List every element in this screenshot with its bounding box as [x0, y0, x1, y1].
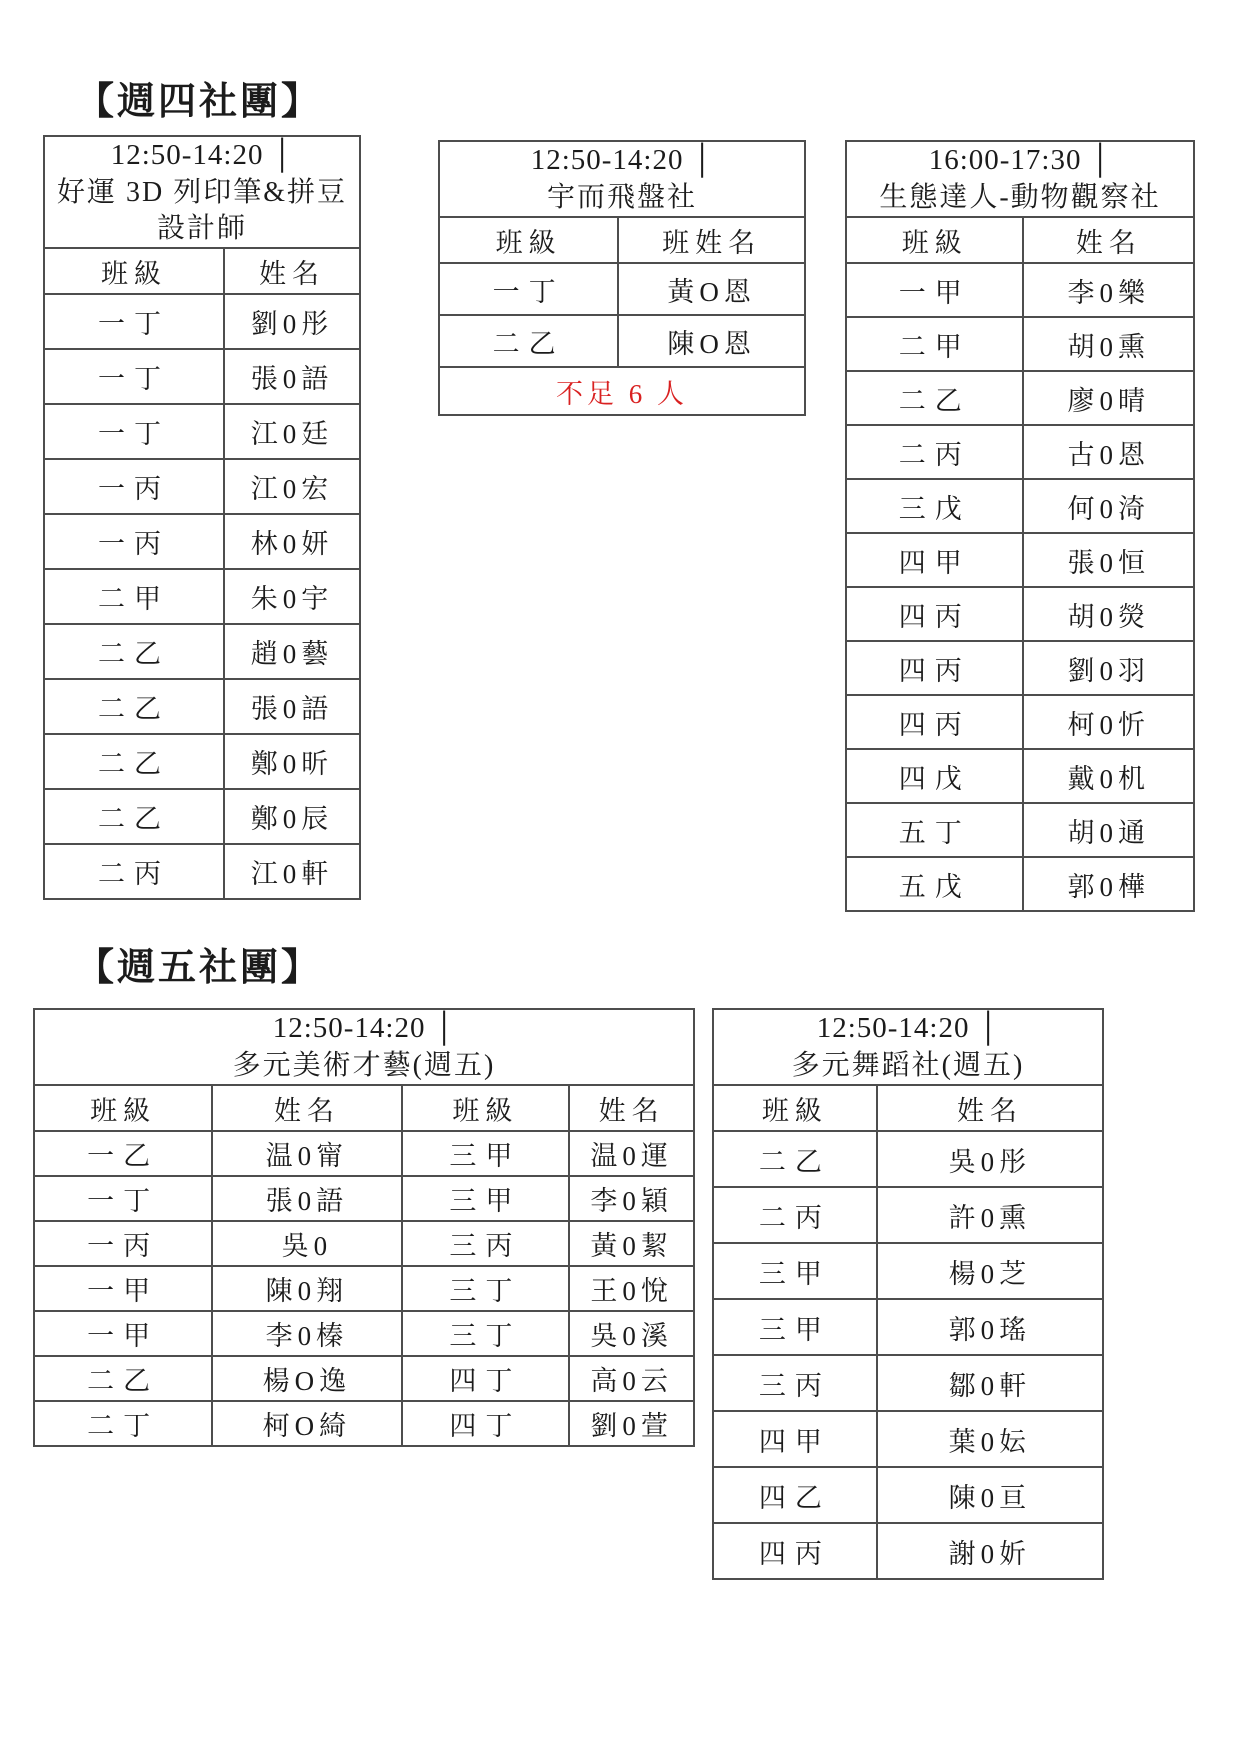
table-row — [44, 734, 360, 789]
table-title — [34, 1009, 694, 1085]
class-label: 一丙 — [44, 459, 224, 514]
class-label: 三甲 — [402, 1176, 570, 1221]
student-name: 黃0絜 — [569, 1221, 694, 1266]
student-name: 鄭0辰 — [224, 789, 360, 844]
class-label: 二乙 — [44, 734, 224, 789]
friday-dance-club-grid — [712, 1008, 1104, 1580]
section-title-thursday-clubs: 【週四社團】 — [76, 81, 323, 123]
student-name: 戴0机 — [1023, 749, 1194, 803]
class-label: 四丙 — [846, 695, 1023, 749]
table-friday-art-club — [33, 1008, 695, 1447]
table-row — [44, 294, 360, 349]
session-time: 12:50-14:20 │ — [816, 1012, 1000, 1044]
column-header: 班級 — [34, 1085, 212, 1131]
table-friday-dance-club — [712, 1008, 1104, 1580]
column-header: 班姓名 — [618, 217, 805, 263]
table-thursday-frisbee-club — [438, 140, 806, 416]
class-label: 一丁 — [439, 263, 618, 315]
student-name: 陳0翔 — [212, 1266, 401, 1311]
thursday-frisbee-club-grid — [438, 140, 806, 416]
table-row — [34, 1131, 694, 1176]
column-header: 姓名 — [224, 248, 360, 294]
student-name: 劉0羽 — [1023, 641, 1194, 695]
class-label: 一丁 — [34, 1176, 212, 1221]
student-name: 朱0宇 — [224, 569, 360, 624]
table-row — [34, 1266, 694, 1311]
class-label: 一甲 — [34, 1311, 212, 1356]
table-row — [846, 857, 1194, 911]
table-row — [846, 695, 1194, 749]
table-row — [846, 263, 1194, 317]
student-name: 黃O恩 — [618, 263, 805, 315]
table-row — [713, 1299, 1103, 1355]
student-name: 張0語 — [212, 1176, 401, 1221]
student-name: 王0悅 — [569, 1266, 694, 1311]
note-row — [439, 367, 805, 415]
club-name: 生態達人-動物觀察社 — [879, 181, 1161, 213]
club-name: 多元美術才藝(週五) — [232, 1049, 496, 1081]
student-name: 胡0熏 — [1023, 317, 1194, 371]
class-label: 二丙 — [44, 844, 224, 899]
thursday-ecology-club-grid — [845, 140, 1195, 912]
column-header: 姓名 — [212, 1085, 401, 1131]
class-label: 四丁 — [402, 1401, 570, 1446]
student-name: 林0妍 — [224, 514, 360, 569]
student-name: 吳0彤 — [877, 1131, 1103, 1187]
table-row — [846, 587, 1194, 641]
header-row — [44, 248, 360, 294]
table-thursday-3d-pen-club — [43, 135, 361, 900]
table-row — [44, 624, 360, 679]
class-label: 一丙 — [34, 1221, 212, 1266]
student-name: 趙0藝 — [224, 624, 360, 679]
session-time: 12:50-14:20 │ — [110, 139, 294, 171]
class-label: 三丙 — [713, 1355, 877, 1411]
table-row — [44, 569, 360, 624]
table-row — [44, 349, 360, 404]
student-name: 柯O綺 — [212, 1401, 401, 1446]
session-time: 12:50-14:20 │ — [272, 1012, 456, 1044]
class-label: 一甲 — [846, 263, 1023, 317]
student-name: 許0熏 — [877, 1187, 1103, 1243]
header-row — [34, 1085, 694, 1131]
session-time: 12:50-14:20 │ — [530, 144, 714, 176]
student-name: 吳0 — [212, 1221, 401, 1266]
student-name: 江0廷 — [224, 404, 360, 459]
table-row — [713, 1243, 1103, 1299]
class-label: 一丙 — [44, 514, 224, 569]
class-label: 三甲 — [713, 1243, 877, 1299]
friday-art-club-grid — [33, 1008, 695, 1447]
class-label: 四乙 — [713, 1467, 877, 1523]
student-name: 張0語 — [224, 349, 360, 404]
student-name: 何0渏 — [1023, 479, 1194, 533]
class-label: 一丁 — [44, 404, 224, 459]
class-label: 一丁 — [44, 349, 224, 404]
student-name: 張0語 — [224, 679, 360, 734]
insufficient-members-note: 不足 6 人 — [439, 367, 805, 415]
class-label: 五戊 — [846, 857, 1023, 911]
class-label: 四丙 — [713, 1523, 877, 1579]
student-name: 陳0亘 — [877, 1467, 1103, 1523]
table-row — [439, 315, 805, 367]
student-name: 廖0晴 — [1023, 371, 1194, 425]
class-label: 二丙 — [846, 425, 1023, 479]
class-label: 二甲 — [846, 317, 1023, 371]
student-name: 鄒0軒 — [877, 1355, 1103, 1411]
class-label: 二乙 — [44, 789, 224, 844]
header-row — [439, 217, 805, 263]
club-name: 多元舞蹈社(週五) — [791, 1049, 1025, 1081]
club-name: 宇而飛盤社 — [546, 181, 697, 213]
club-name: 好運 3D 列印筆&拼豆設計師 — [56, 176, 347, 245]
student-name: 陳O恩 — [618, 315, 805, 367]
class-label: 二乙 — [44, 624, 224, 679]
class-label: 二乙 — [44, 679, 224, 734]
table-row — [34, 1311, 694, 1356]
student-name: 劉0萱 — [569, 1401, 694, 1446]
class-label: 一丁 — [44, 294, 224, 349]
thursday-3d-pen-club-grid — [43, 135, 361, 900]
student-name: 謝0妡 — [877, 1523, 1103, 1579]
student-name: 楊0芝 — [877, 1243, 1103, 1299]
column-header: 班級 — [402, 1085, 570, 1131]
column-header: 班級 — [44, 248, 224, 294]
class-label: 二乙 — [439, 315, 618, 367]
class-label: 一甲 — [34, 1266, 212, 1311]
student-name: 鄭0昕 — [224, 734, 360, 789]
table-row — [44, 844, 360, 899]
table-row — [34, 1356, 694, 1401]
class-label: 四甲 — [846, 533, 1023, 587]
table-row — [846, 641, 1194, 695]
table-title — [439, 141, 805, 217]
class-label: 三戊 — [846, 479, 1023, 533]
table-title — [846, 141, 1194, 217]
class-label: 一乙 — [34, 1131, 212, 1176]
student-name: 古0恩 — [1023, 425, 1194, 479]
student-name: 柯0忻 — [1023, 695, 1194, 749]
column-header: 姓名 — [877, 1085, 1103, 1131]
column-header: 姓名 — [569, 1085, 694, 1131]
student-name: 郭0瑤 — [877, 1299, 1103, 1355]
class-label: 四甲 — [713, 1411, 877, 1467]
student-name: 温0運 — [569, 1131, 694, 1176]
table-row — [34, 1401, 694, 1446]
class-label: 四丁 — [402, 1356, 570, 1401]
table-row — [44, 459, 360, 514]
class-label: 二乙 — [713, 1131, 877, 1187]
table-row — [439, 263, 805, 315]
table-row — [713, 1355, 1103, 1411]
class-label: 二乙 — [846, 371, 1023, 425]
table-row — [846, 479, 1194, 533]
student-name: 高0云 — [569, 1356, 694, 1401]
class-label: 三甲 — [713, 1299, 877, 1355]
class-label: 二丙 — [713, 1187, 877, 1243]
header-row — [846, 217, 1194, 263]
session-time: 16:00-17:30 │ — [928, 144, 1112, 176]
table-row — [846, 533, 1194, 587]
student-name: 張0恒 — [1023, 533, 1194, 587]
table-row — [846, 317, 1194, 371]
table-row — [713, 1187, 1103, 1243]
table-row — [34, 1176, 694, 1221]
student-name: 胡0通 — [1023, 803, 1194, 857]
table-row — [44, 514, 360, 569]
student-name: 郭0樺 — [1023, 857, 1194, 911]
class-label: 三丁 — [402, 1311, 570, 1356]
class-label: 三丙 — [402, 1221, 570, 1266]
student-name: 江0軒 — [224, 844, 360, 899]
class-label: 二丁 — [34, 1401, 212, 1446]
class-label: 四丙 — [846, 587, 1023, 641]
class-label: 四戊 — [846, 749, 1023, 803]
table-row — [846, 425, 1194, 479]
class-label: 二甲 — [44, 569, 224, 624]
table-row — [44, 404, 360, 459]
column-header: 班級 — [439, 217, 618, 263]
student-name: 楊O逸 — [212, 1356, 401, 1401]
class-label: 三丁 — [402, 1266, 570, 1311]
student-name: 葉0妘 — [877, 1411, 1103, 1467]
class-label: 四丙 — [846, 641, 1023, 695]
table-row — [44, 679, 360, 734]
student-name: 李0穎 — [569, 1176, 694, 1221]
table-thursday-ecology-club — [845, 140, 1195, 912]
header-row — [713, 1085, 1103, 1131]
section-title-friday-clubs: 【週五社團】 — [76, 947, 323, 989]
student-name: 李0樂 — [1023, 263, 1194, 317]
table-title — [44, 136, 360, 248]
class-label: 三甲 — [402, 1131, 570, 1176]
class-label: 五丁 — [846, 803, 1023, 857]
table-row — [846, 371, 1194, 425]
student-name: 胡0熒 — [1023, 587, 1194, 641]
table-row — [846, 803, 1194, 857]
column-header: 班級 — [846, 217, 1023, 263]
table-row — [34, 1221, 694, 1266]
student-name: 李0榛 — [212, 1311, 401, 1356]
column-header: 班級 — [713, 1085, 877, 1131]
table-row — [713, 1131, 1103, 1187]
student-name: 温0甯 — [212, 1131, 401, 1176]
table-row — [713, 1411, 1103, 1467]
student-name: 江0宏 — [224, 459, 360, 514]
class-label: 二乙 — [34, 1356, 212, 1401]
table-title — [713, 1009, 1103, 1085]
table-row — [846, 749, 1194, 803]
student-name: 吳0溪 — [569, 1311, 694, 1356]
column-header: 姓名 — [1023, 217, 1194, 263]
table-row — [44, 789, 360, 844]
student-name: 劉0彤 — [224, 294, 360, 349]
table-row — [713, 1523, 1103, 1579]
table-row — [713, 1467, 1103, 1523]
